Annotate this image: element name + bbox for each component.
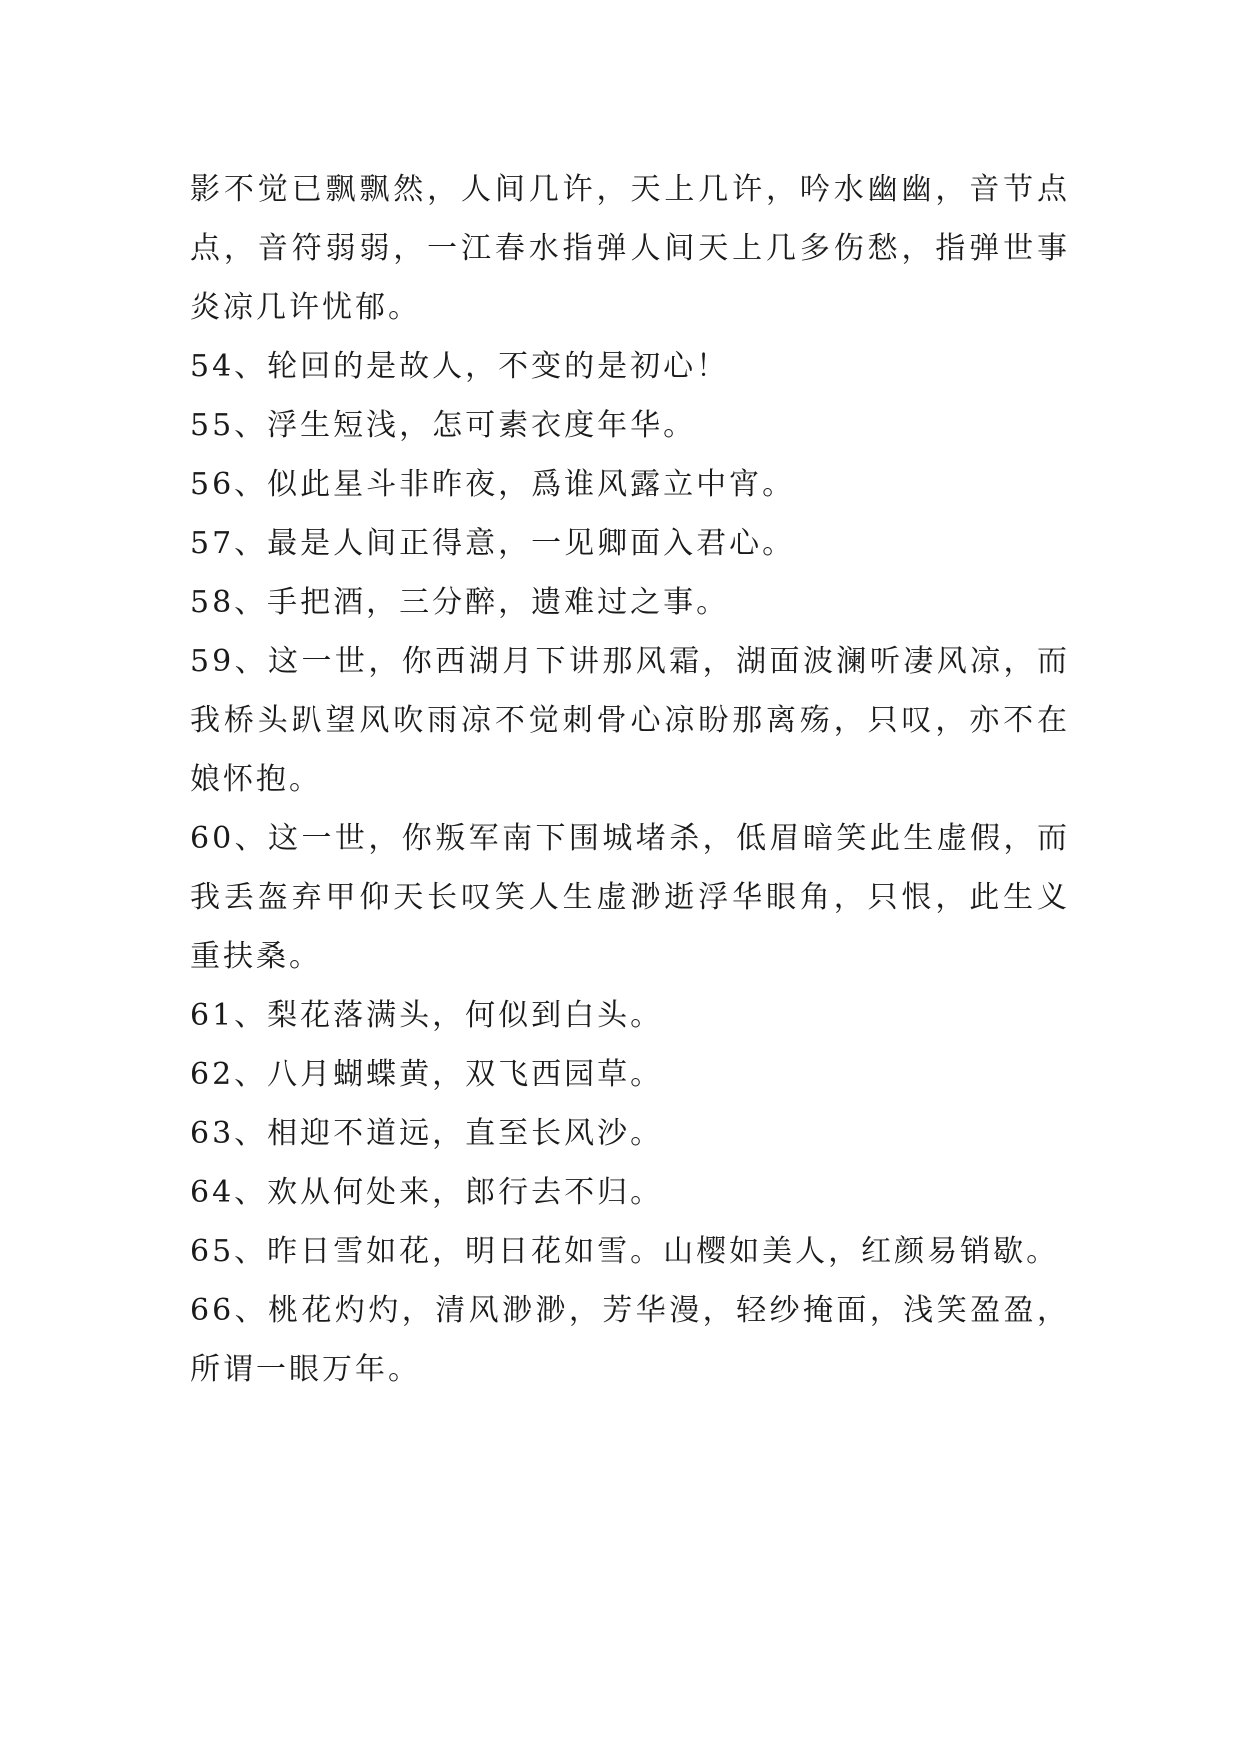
paragraph-continued: 影不觉已飘飘然，人间几许，天上几许，吟水幽幽，音节点点，音符弱弱，一江春水指弹人间天上几多伤愁，指弹世事炎凉几许忧郁。 [190,172,1070,325]
paragraph-64: 64、欢从何处来，郎行去不归。 [190,1175,664,1210]
paragraph-54: 54、轮回的是故人，不变的是初心！ [190,349,730,384]
paragraph-57: 57、最是人间正得意，一见卿面入君心。 [190,526,796,561]
paragraph-56: 56、似此星斗非昨夜，爲谁风露立中宵。 [190,467,796,502]
paragraph-60: 60、这一世，你叛军南下围城堵杀，低眉暗笑此生虚假，而我丢盔弃甲仰天长叹笑人生虚渺逝浮华眼角，只恨，此生义重扶桑。 [190,821,1070,974]
paragraph-63: 63、相迎不道远，直至长风沙。 [190,1116,664,1151]
paragraph-66: 66、桃花灼灼，清风渺渺，芳华漫，轻纱掩面，浅笑盈盈，所谓一眼万年。 [190,1293,1070,1387]
paragraph-65: 65、昨日雪如花，明日花如雪。山樱如美人，红颜易销歇。 [190,1234,1060,1269]
paragraph-59: 59、这一世，你西湖月下讲那风霜，湖面波澜听凄风凉，而我桥头趴望风吹雨凉不觉刺骨心凉盼那离殇，只叹，亦不在娘怀抱。 [190,644,1070,797]
paragraph-58: 58、手把酒，三分醉，遗难过之事。 [190,585,730,620]
paragraph-61: 61、梨花落满头，何似到白头。 [190,998,664,1033]
paragraph-62: 62、八月蝴蝶黄，双飞西园草。 [190,1057,664,1092]
document-body [190,160,1070,1399]
paragraph-55: 55、浮生短浅，怎可素衣度年华。 [190,408,697,443]
